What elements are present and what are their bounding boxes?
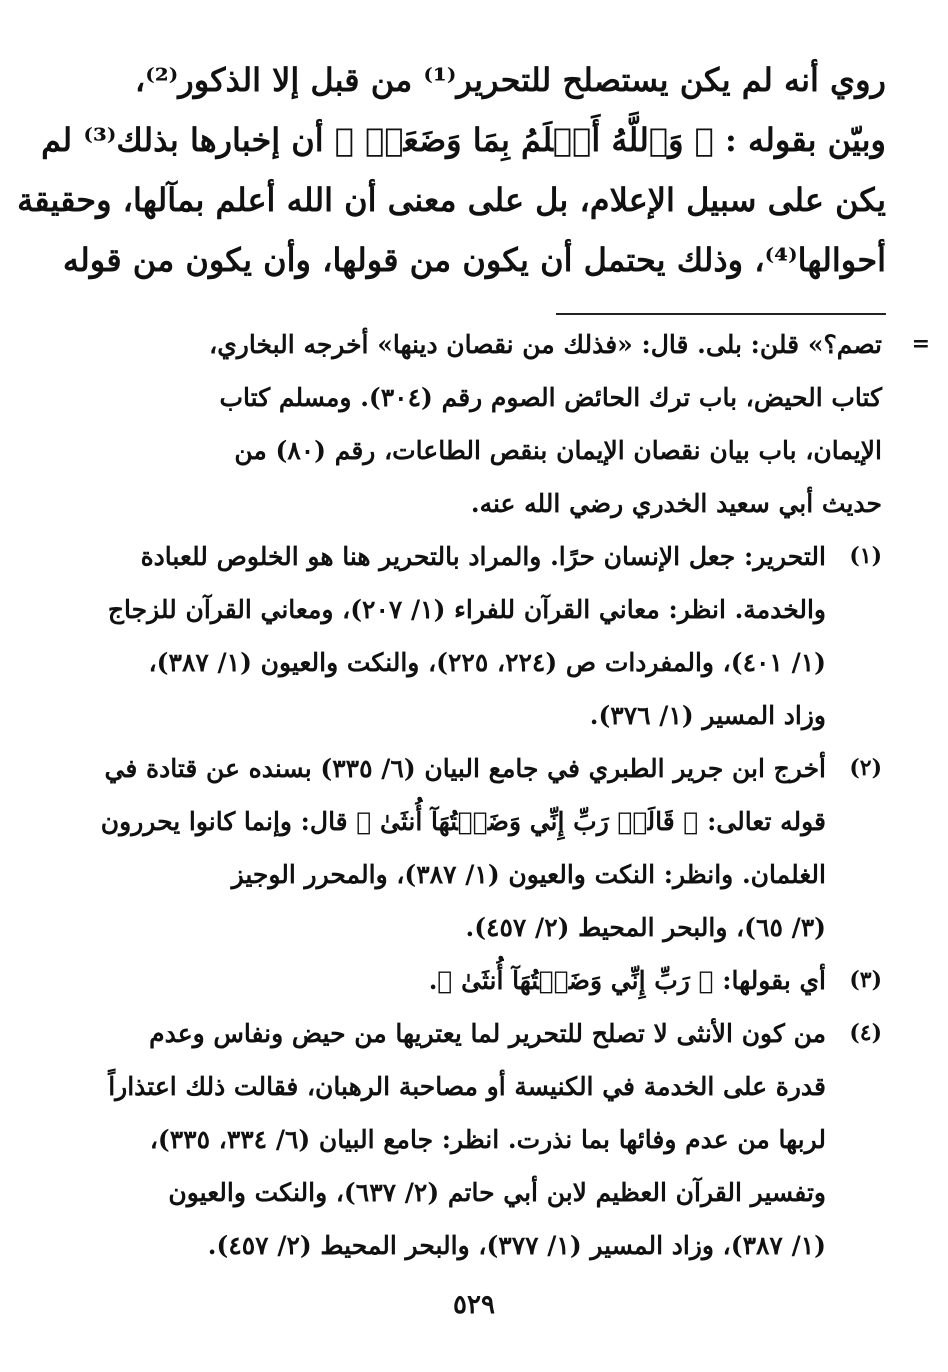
main-text-line: يكن على سبيل الإعلام، بل على معنى أن الله أعلم بمآلها، وحقيقة (17, 181, 886, 219)
footnote-line: والخدمة. انظر: معاني القرآن للفراء (١/ ٢٠٧)، ومعاني القرآن للزجاج (107, 595, 826, 624)
footnote-line: قوله تعالى: ﴿ قَالَتۡ رَبِّ إِنِّي وَضَعۡتُهَآ أُنثَىٰ ﴾ قال: وإنما كانوا يحررون (100, 807, 826, 836)
footnote-line: (١/ ٤٠١)، والمفردات ص (٢٢٤، ٢٢٥)، والنكت والعيون (١/ ٣٨٧)، (148, 648, 826, 677)
footnote-line: قدرة على الخدمة في الكنيسة أو مصاحبة الرهبان، فقالت ذلك اعتذاراً (108, 1072, 826, 1101)
footnote-separator (556, 313, 886, 315)
footnote-line: أخرج ابن جرير الطبري في جامع البيان (٦/ ٣٣٥) بسنده عن قتادة في (104, 754, 826, 783)
footnote-marker: (١) (849, 543, 882, 569)
footnote-line: تصم؟» قلن: بلى. قال: «فذلك من نقصان دينها» أخرجه البخاري، (209, 330, 882, 359)
footnote-line: أي بقولها: ﴿ رَبِّ إِنِّي وَضَعۡتُهَآ أُنثَىٰ ﴾. (428, 966, 826, 995)
main-text-line: أحوالها⁽⁴⁾، وذلك يحتمل أن يكون من قولها، وأن يكون من قوله (62, 241, 886, 279)
footnote-line: (١/ ٣٨٧)، وزاد المسير (١/ ٣٧٧)، والبحر المحيط (٢/ ٤٥٧). (207, 1231, 826, 1260)
footnote-4 (92, 1007, 882, 1272)
footnotes (92, 318, 930, 1272)
footnote-line: الغلمان. وانظر: النكت والعيون (١/ ٣٨٧)، والمحرر الوجيز (231, 860, 826, 889)
footnote-line: من كون الأنثى لا تصلح للتحرير لما يعتريها من حيض ونفاس وعدم (149, 1019, 826, 1048)
footnote-continuation (92, 318, 930, 530)
footnote-marker: (٢) (849, 755, 882, 781)
footnote-line: حديث أبي سعيد الخدري رضي الله عنه. (470, 489, 882, 518)
footnote-marker: (٣) (849, 967, 882, 993)
footnote-line: لربها من عدم وفائها بما نذرت. انظر: جامع البيان (٦/ ٣٣٤، ٣٣٥)، (149, 1125, 826, 1154)
footnote-1 (92, 530, 882, 742)
footnote-marker: (٤) (849, 1020, 882, 1046)
footnote-line: كتاب الحيض، باب ترك الحائض الصوم رقم (٣٠٤). ومسلم كتاب (219, 383, 882, 412)
page-number: ٥٢٩ (453, 1290, 495, 1320)
main-text-line: وبيّن بقوله : ﴿ وَٱللَّهُ أَعۡلَمُ بِمَا وَضَعَتۡ ﴾ أن إخبارها بذلك⁽³⁾ لم (41, 121, 886, 159)
footnote-line: (٣/ ٦٥)، والبحر المحيط (٢/ ٤٥٧). (465, 913, 826, 942)
footnote-line: وزاد المسير (١/ ٣٧٦). (589, 701, 826, 730)
footnote-line: وتفسير القرآن العظيم لابن أبي حاتم (٢/ ٦٣٧)، والنكت والعيون (168, 1178, 826, 1207)
main-text-line: روي أنه لم يكن يستصلح للتحرير⁽¹⁾ من قبل إلا الذكور⁽²⁾، (134, 61, 886, 99)
footnote-line: الإيمان، باب بيان نقصان الإيمان بنقص الطاعات، رقم (٨٠) من (234, 436, 882, 465)
footnote-marker: = (911, 331, 930, 357)
footnote-2 (92, 742, 882, 954)
main-text (17, 50, 886, 290)
footnote-line: التحرير: جعل الإنسان حرًا. والمراد بالتحرير هنا هو الخلوص للعبادة (140, 542, 826, 571)
footnote-3 (92, 954, 882, 1007)
